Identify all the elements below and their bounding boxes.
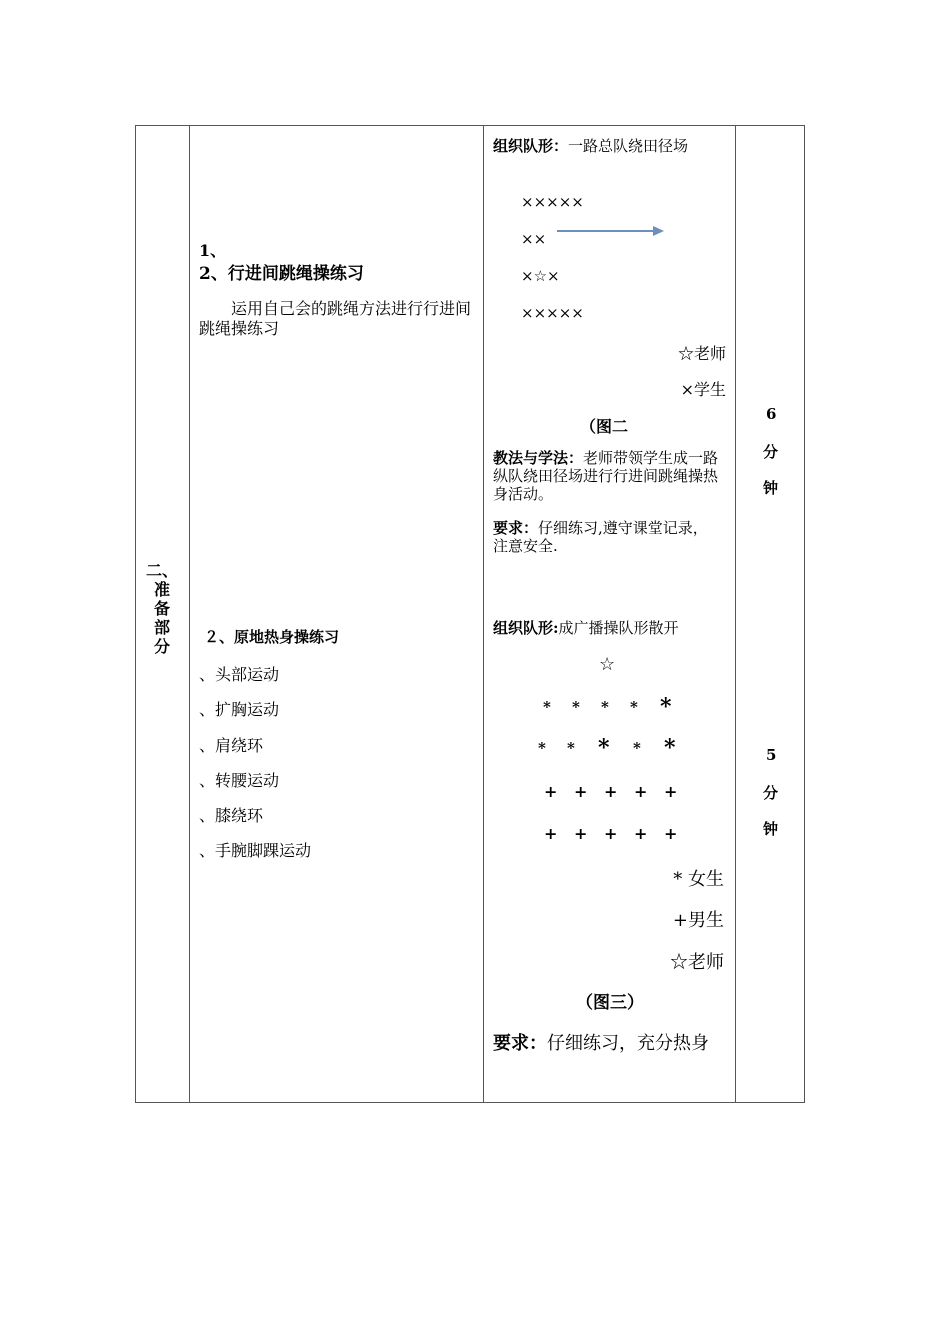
female-mark: * xyxy=(543,698,551,716)
formation2-label: 组织队形: xyxy=(493,619,559,637)
requirement1-label: 要求： xyxy=(493,519,539,537)
male-mark: + xyxy=(604,782,618,801)
time1-unit: 分 xyxy=(763,443,779,461)
diagram1-row: ×× xyxy=(521,230,547,248)
section-label xyxy=(142,561,182,656)
lesson-plan-table xyxy=(135,125,805,1103)
requirement2-label: 要求： xyxy=(493,1033,547,1054)
section-label-char: 部 xyxy=(153,618,170,637)
time1-number: 6 xyxy=(766,405,777,423)
female-mark: * xyxy=(567,739,575,757)
legend1-teacher: ☆老师 xyxy=(677,344,726,363)
figure3-caption: （图三） xyxy=(576,993,644,1013)
warmup-item: 、转腰运动 xyxy=(199,771,280,790)
legend2-teacher: ☆老师 xyxy=(670,952,724,973)
female-mark: * xyxy=(598,735,610,761)
time2-number: 5 xyxy=(766,746,777,764)
female-mark: * xyxy=(630,698,638,716)
legend1-student: ×学生 xyxy=(680,380,726,399)
female-mark: * xyxy=(660,694,672,720)
male-mark: + xyxy=(634,824,648,843)
requirement2 xyxy=(493,1029,709,1055)
female-mark: * xyxy=(538,739,546,757)
diagram2-teacher-icon: ☆ xyxy=(599,654,616,675)
warmup-title: ２、原地热身操练习 xyxy=(204,628,340,646)
male-mark: + xyxy=(544,824,558,843)
section-label-char: 备 xyxy=(153,599,170,618)
formation1 xyxy=(493,135,688,156)
warmup-item: 、膝绕环 xyxy=(199,806,264,825)
male-mark: + xyxy=(664,782,678,801)
warmup-item: 、手腕脚踝运动 xyxy=(199,841,312,860)
requirement1-text: 仔细练习,遵守课堂记录，注意安全. xyxy=(493,519,708,555)
column-divider xyxy=(483,126,484,1102)
item2-title: 2、行进间跳绳操练习 xyxy=(199,264,364,284)
male-mark: + xyxy=(634,782,648,801)
warmup-item: 、扩胸运动 xyxy=(199,700,280,719)
time2-unit: 分 xyxy=(763,784,779,802)
warmup-item: 、肩绕环 xyxy=(199,736,264,755)
female-mark: * xyxy=(601,698,609,716)
column-divider xyxy=(735,126,736,1102)
formation1-label: 组织队形： xyxy=(493,137,569,155)
section-label-char: 准 xyxy=(153,580,170,599)
column-divider xyxy=(189,126,190,1102)
method-text: 老师带领学生成一路纵队绕田径场进行行进间跳绳操热身活动。 xyxy=(493,449,719,503)
formation2 xyxy=(493,617,679,638)
female-mark: * xyxy=(664,735,676,761)
item1-prefix: 1、 xyxy=(199,241,227,260)
diagram1-row: ××××× xyxy=(521,193,584,211)
section-label-char: 二、 xyxy=(145,561,178,580)
male-mark: + xyxy=(664,824,678,843)
male-mark: + xyxy=(574,782,588,801)
time2-unit: 钟 xyxy=(763,820,779,838)
female-mark: * xyxy=(633,739,641,757)
requirement2-text: 仔细练习，充分热身 xyxy=(547,1033,709,1054)
male-mark: + xyxy=(604,824,618,843)
warmup-item: 、头部运动 xyxy=(199,665,280,684)
male-mark: + xyxy=(574,824,588,843)
diagram1-row: ×☆× xyxy=(521,267,560,285)
male-mark: + xyxy=(544,782,558,801)
legend2-female: * 女生 xyxy=(673,869,724,890)
female-mark: * xyxy=(572,698,580,716)
section-label-char: 分 xyxy=(153,637,170,656)
figure2-caption: （图二 xyxy=(580,417,629,436)
time1-unit: 钟 xyxy=(763,479,779,497)
formation2-text: 成广播操队形散开 xyxy=(558,619,679,637)
formation1-text: 一路总队绕田径场 xyxy=(568,137,689,155)
requirement1 xyxy=(493,519,721,555)
item2-description: 运用自己会的跳绳方法进行行进间跳绳操练习 xyxy=(199,299,472,338)
direction-arrow-icon xyxy=(555,224,667,238)
diagram1-row: ××××× xyxy=(521,304,584,322)
method-label: 教法与学法： xyxy=(493,449,584,467)
method-paragraph xyxy=(493,449,721,503)
legend2-male: +男生 xyxy=(672,910,724,931)
